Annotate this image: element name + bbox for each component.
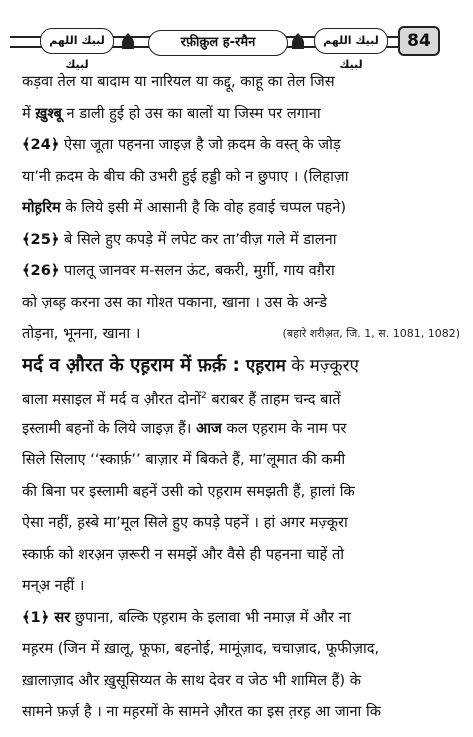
text-line xyxy=(22,161,460,193)
line-text: सामने फ़र्ज़ है । ना मह़रमों के सामने औ़रत का इस त़रह़ आ जाना कि xyxy=(22,703,381,720)
line-text: स्कार्फ़ को शरअ़न ज़रूरी न समझें और वैसे ही पहनना चाहें तो xyxy=(22,545,345,563)
line-text: ऐसा नहीं, ह़स्बे मा’मूल सिले हुए कपड़े पहनें । हां अगर मज़्कूरा xyxy=(22,514,348,531)
text-line xyxy=(22,633,460,665)
text-line xyxy=(22,287,460,319)
text-line xyxy=(22,665,460,697)
keyword-khushbu: ख़ुश्बू xyxy=(35,104,62,122)
text-line xyxy=(22,192,460,224)
mosque-icon xyxy=(290,32,306,50)
line-text: पालतू जानवर म-सलन ऊंट, बकरी, मुर्ग़ी, गाय वग़ैरा xyxy=(59,262,335,279)
keyword-sar: सर xyxy=(49,608,71,626)
header-ornament-left xyxy=(40,28,114,71)
section-heading: मर्द व औ़रत के एह़राम में फ़र्क़ : xyxy=(22,354,240,376)
line-text: की बिना पर इस्लामी बहनें उसी को एह़राम समझती हैं, ह़ालां कि xyxy=(22,482,355,500)
item-number: ﴾25﴿ xyxy=(22,230,60,248)
line-text: इस्लामी बहनों के लिये जाइज़ हैं। xyxy=(22,419,197,437)
ornament-text-right: لبيك اللهم لبيك xyxy=(323,34,379,71)
section-heading-line xyxy=(22,350,460,382)
line-text: ऐसा जूता पहनना जाइज़ है जो क़दम के वस्त् के जोड़ xyxy=(59,136,341,153)
footnote-marker: 2 xyxy=(201,391,207,401)
line-text: बे सिले हुए कपड़े में लपेट कर ता’वीज़ गले में डालना xyxy=(59,230,337,248)
text-line xyxy=(22,255,460,287)
line-text: बराबर हैं ताहम चन्द बातें xyxy=(206,390,341,408)
line-text: न डाली हुई हो उस का बालों या जिस्म पर लगाना xyxy=(61,104,321,122)
line-text: में xyxy=(22,104,36,122)
line-text: सिले सिलाए ‘‘स्कार्फ़’’ बाज़ार में बिकते हैं, मा’लूमात की कमी xyxy=(22,451,346,468)
item-number: ﴾26﴿ xyxy=(22,262,60,279)
line-text: बाला मसाइल में मर्द व औ़रत दोनों xyxy=(22,390,201,408)
text-line xyxy=(22,224,460,256)
text-line xyxy=(22,570,460,602)
text-line xyxy=(22,602,460,634)
line-text: के मज़्कूरए xyxy=(285,355,359,376)
mosque-icon xyxy=(120,32,136,50)
item-number: ﴾1﴿ xyxy=(22,608,50,626)
line-text: ख़ालाज़ाद और ख़ुसूसिय्यत के साथ देवर व जेठ भी शामिल हैं) के xyxy=(22,671,361,689)
line-text: मन्अ़ नहीं । xyxy=(22,577,85,594)
text-line xyxy=(22,318,460,350)
text-line xyxy=(22,98,460,130)
keyword-aaj: आज xyxy=(196,419,222,437)
text-line xyxy=(22,129,460,161)
line-text: छुपाना, बल्कि एह़राम के इलावा भी नमाज़ में और ना xyxy=(70,608,351,626)
ornament-text-left: لبيك اللهم لبيك xyxy=(49,34,105,71)
text-line xyxy=(22,444,460,476)
keyword-ehram: एह़राम xyxy=(239,355,286,376)
line-text: कल एह़राम के नाम पर xyxy=(221,419,347,437)
line-text: कड़वा तेल या बादाम या नारियल या कद्दू, काहू का तेल जिस xyxy=(22,73,335,90)
page-body xyxy=(22,66,460,728)
line-text: को ज़ब्ह़ करना उस का गोश्त पकाना, खाना । उस के अन्डे xyxy=(22,293,328,311)
header-ornament-right xyxy=(314,28,388,71)
text-line xyxy=(22,381,460,413)
line-text: मह़रम (जिन में ख़ालू, फूफा, बहनोई, मामूंज़ाद, चचाज़ाद, फूफीज़ाद, xyxy=(22,640,380,657)
keyword-mohrim: मोह़रिम xyxy=(22,199,61,216)
text-line xyxy=(22,696,460,728)
reference-citation: (बहारे शरीअ़त, जि. 1, स. 1081, 1082) xyxy=(282,327,460,340)
text-line xyxy=(22,476,460,508)
line-text: तोड़ना, भूनना, खाना । xyxy=(22,325,141,342)
line-text: के लिये इसी में आसानी है कि वोह हवाई चप्पल पहने) xyxy=(60,199,347,216)
text-line xyxy=(22,66,460,98)
text-line xyxy=(22,413,460,445)
text-line xyxy=(22,507,460,539)
text-line xyxy=(22,539,460,571)
item-number: ﴾24﴿ xyxy=(22,136,60,153)
page-number: 84 xyxy=(398,26,440,56)
header-title: रफ़ीक़ुल ह-रमैन xyxy=(148,30,288,56)
page-header xyxy=(0,0,473,71)
line-text: या’नी क़दम के बीच की उभरी हुई हड्डी को न छुपाए । (लिहाज़ा xyxy=(22,167,349,185)
